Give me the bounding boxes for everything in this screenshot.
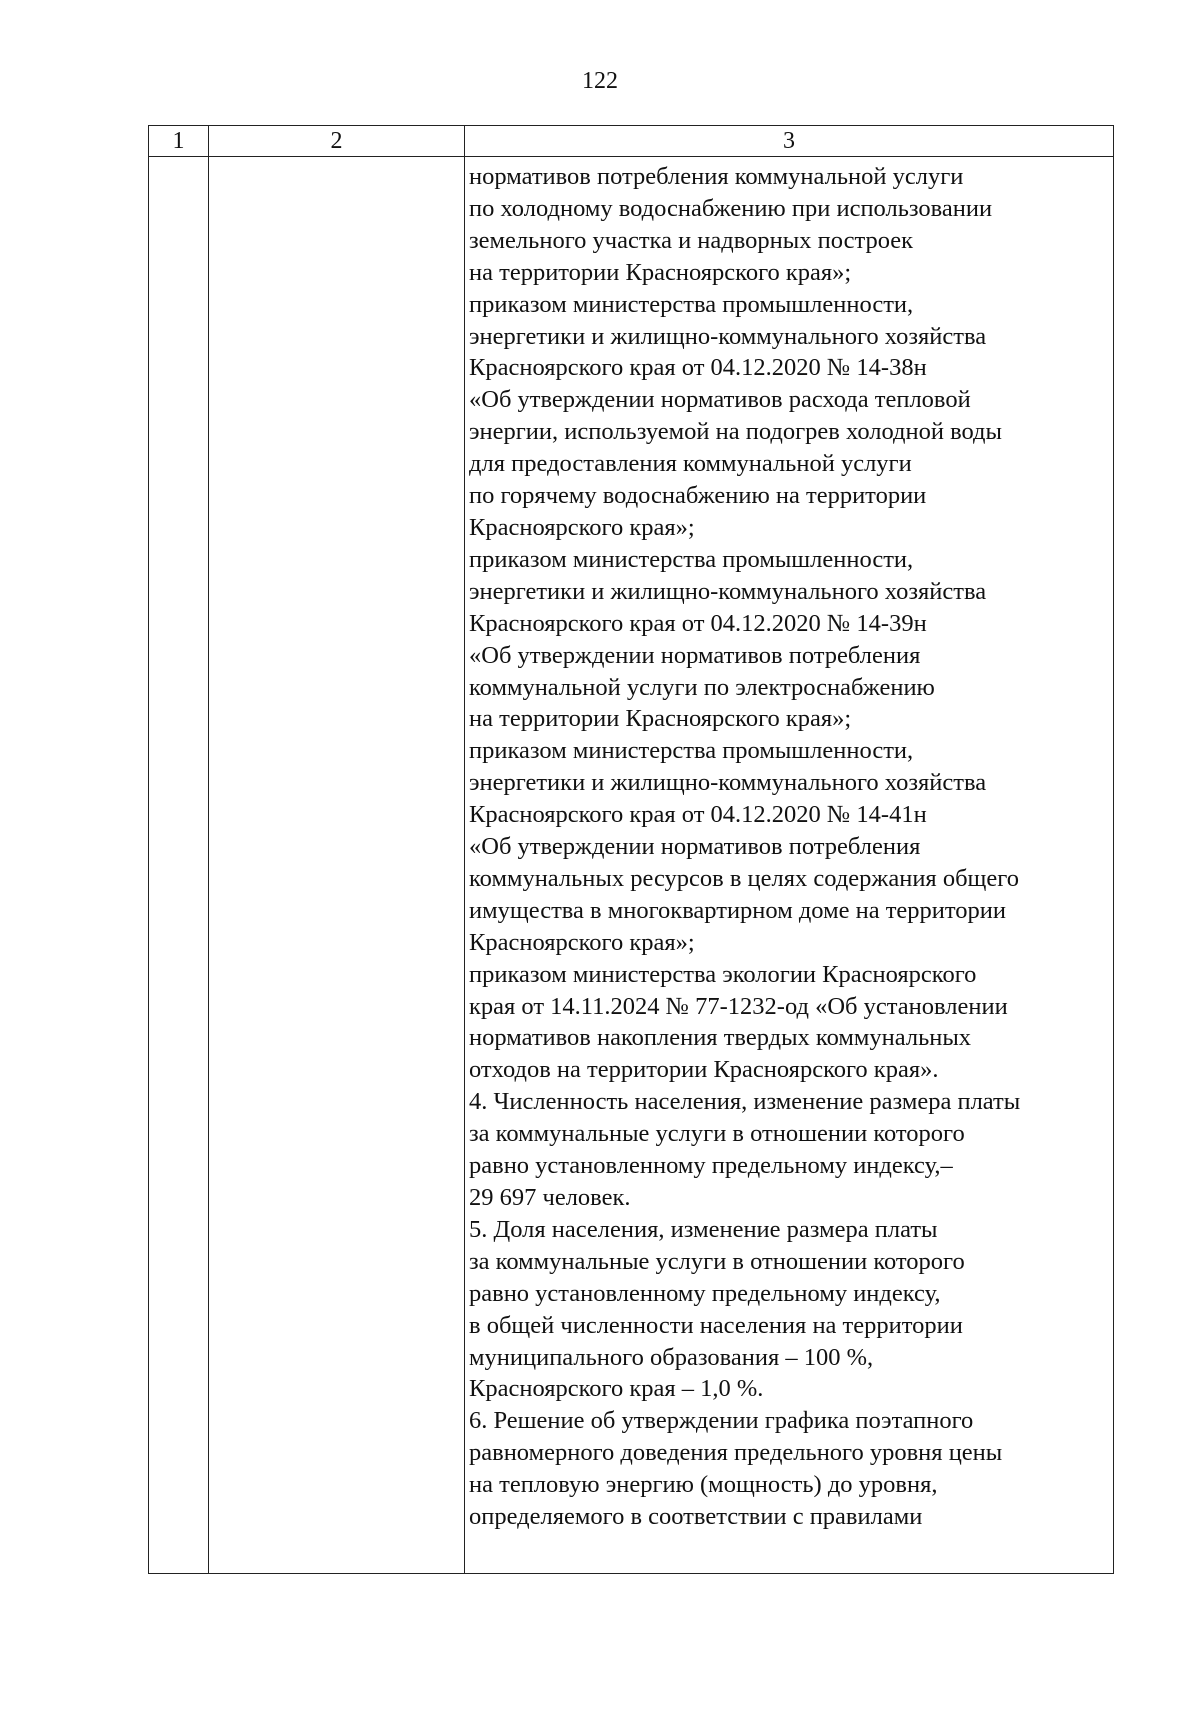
text-line: равномерного доведения предельного уровня цены [469, 1439, 1003, 1467]
text-line: 4. Численность населения, изменение размера платы [469, 1088, 1021, 1116]
table-cell-col3 [465, 157, 1114, 1574]
table-cell-col1 [149, 157, 209, 1574]
text-line: приказом министерства промышленности, [469, 737, 914, 765]
text-line: по горячему водоснабжению на территории [469, 482, 927, 510]
text-line: Красноярского края»; [469, 513, 695, 541]
text-line: на территории Красноярского края»; [469, 258, 852, 286]
cell-text-block [465, 157, 1113, 1533]
text-line: для предоставления коммунальной услуги [469, 450, 912, 478]
table-header-row [149, 126, 1114, 157]
text-line: приказом министерства промышленности, [469, 545, 914, 573]
text-line: определяемого в соответствии с правилами [469, 1503, 923, 1531]
text-line: коммунальной услуги по электроснабжению [469, 673, 935, 701]
text-line: муниципального образования – 100 %, [469, 1343, 874, 1371]
text-line: края от 14.11.2024 № 77-1232-од «Об установлении [469, 992, 1008, 1020]
text-line: 5. Доля населения, изменение размера платы [469, 1215, 938, 1243]
document-table [148, 125, 1114, 1574]
text-line: «Об утверждении нормативов расхода тепловой [469, 386, 971, 414]
text-line: имущества в многоквартирном доме на территории [469, 896, 1006, 924]
text-line: на территории Красноярского края»; [469, 705, 852, 733]
table-row [149, 157, 1114, 1574]
text-line: приказом министерства промышленности, [469, 290, 914, 318]
text-line: энергии, используемой на подогрев холодной воды [469, 418, 1002, 446]
text-line: по холодному водоснабжению при использовании [469, 194, 993, 222]
text-line: равно установленному предельному индексу, [469, 1279, 941, 1307]
text-line: «Об утверждении нормативов потребления [469, 833, 921, 861]
text-line: Красноярского края – 1,0 %. [469, 1375, 764, 1403]
text-line: за коммунальные услуги в отношении которого [469, 1120, 965, 1148]
text-line: на тепловую энергию (мощность) до уровня, [469, 1471, 938, 1499]
text-line: приказом министерства экологии Красноярского [469, 960, 977, 988]
text-line: энергетики и жилищно-коммунального хозяйства [469, 769, 987, 797]
text-line: равно установленному предельному индексу,– [469, 1152, 953, 1180]
text-line: за коммунальные услуги в отношении которого [469, 1247, 965, 1275]
text-line: 6. Решение об утверждении графика поэтапного [469, 1407, 974, 1435]
text-line: энергетики и жилищно-коммунального хозяйства [469, 577, 987, 605]
text-line: Красноярского края»; [469, 928, 695, 956]
page-number: 122 [582, 68, 618, 94]
column-header-3: 3 [465, 126, 1114, 157]
column-header-2: 2 [209, 126, 465, 157]
column-header-1: 1 [149, 126, 209, 157]
text-line: 29 697 человек. [469, 1184, 631, 1211]
text-line: земельного участка и надворных построек [469, 226, 914, 254]
text-line: нормативов накопления твердых коммунальных [469, 1024, 972, 1052]
text-line: энергетики и жилищно-коммунального хозяйства [469, 322, 987, 350]
text-line: Красноярского края от 04.12.2020 № 14-41н [469, 801, 927, 829]
text-line: Красноярского края от 04.12.2020 № 14-38н [469, 354, 927, 382]
text-line: «Об утверждении нормативов потребления [469, 641, 921, 669]
text-line: нормативов потребления коммунальной услуги [469, 163, 964, 190]
text-line: в общей численности населения на территории [469, 1311, 963, 1339]
text-line: коммунальных ресурсов в целях содержания общего [469, 864, 1019, 892]
table-cell-col2 [209, 157, 465, 1574]
text-line: отходов на территории Красноярского края». [469, 1056, 939, 1084]
text-line: Красноярского края от 04.12.2020 № 14-39н [469, 609, 927, 637]
